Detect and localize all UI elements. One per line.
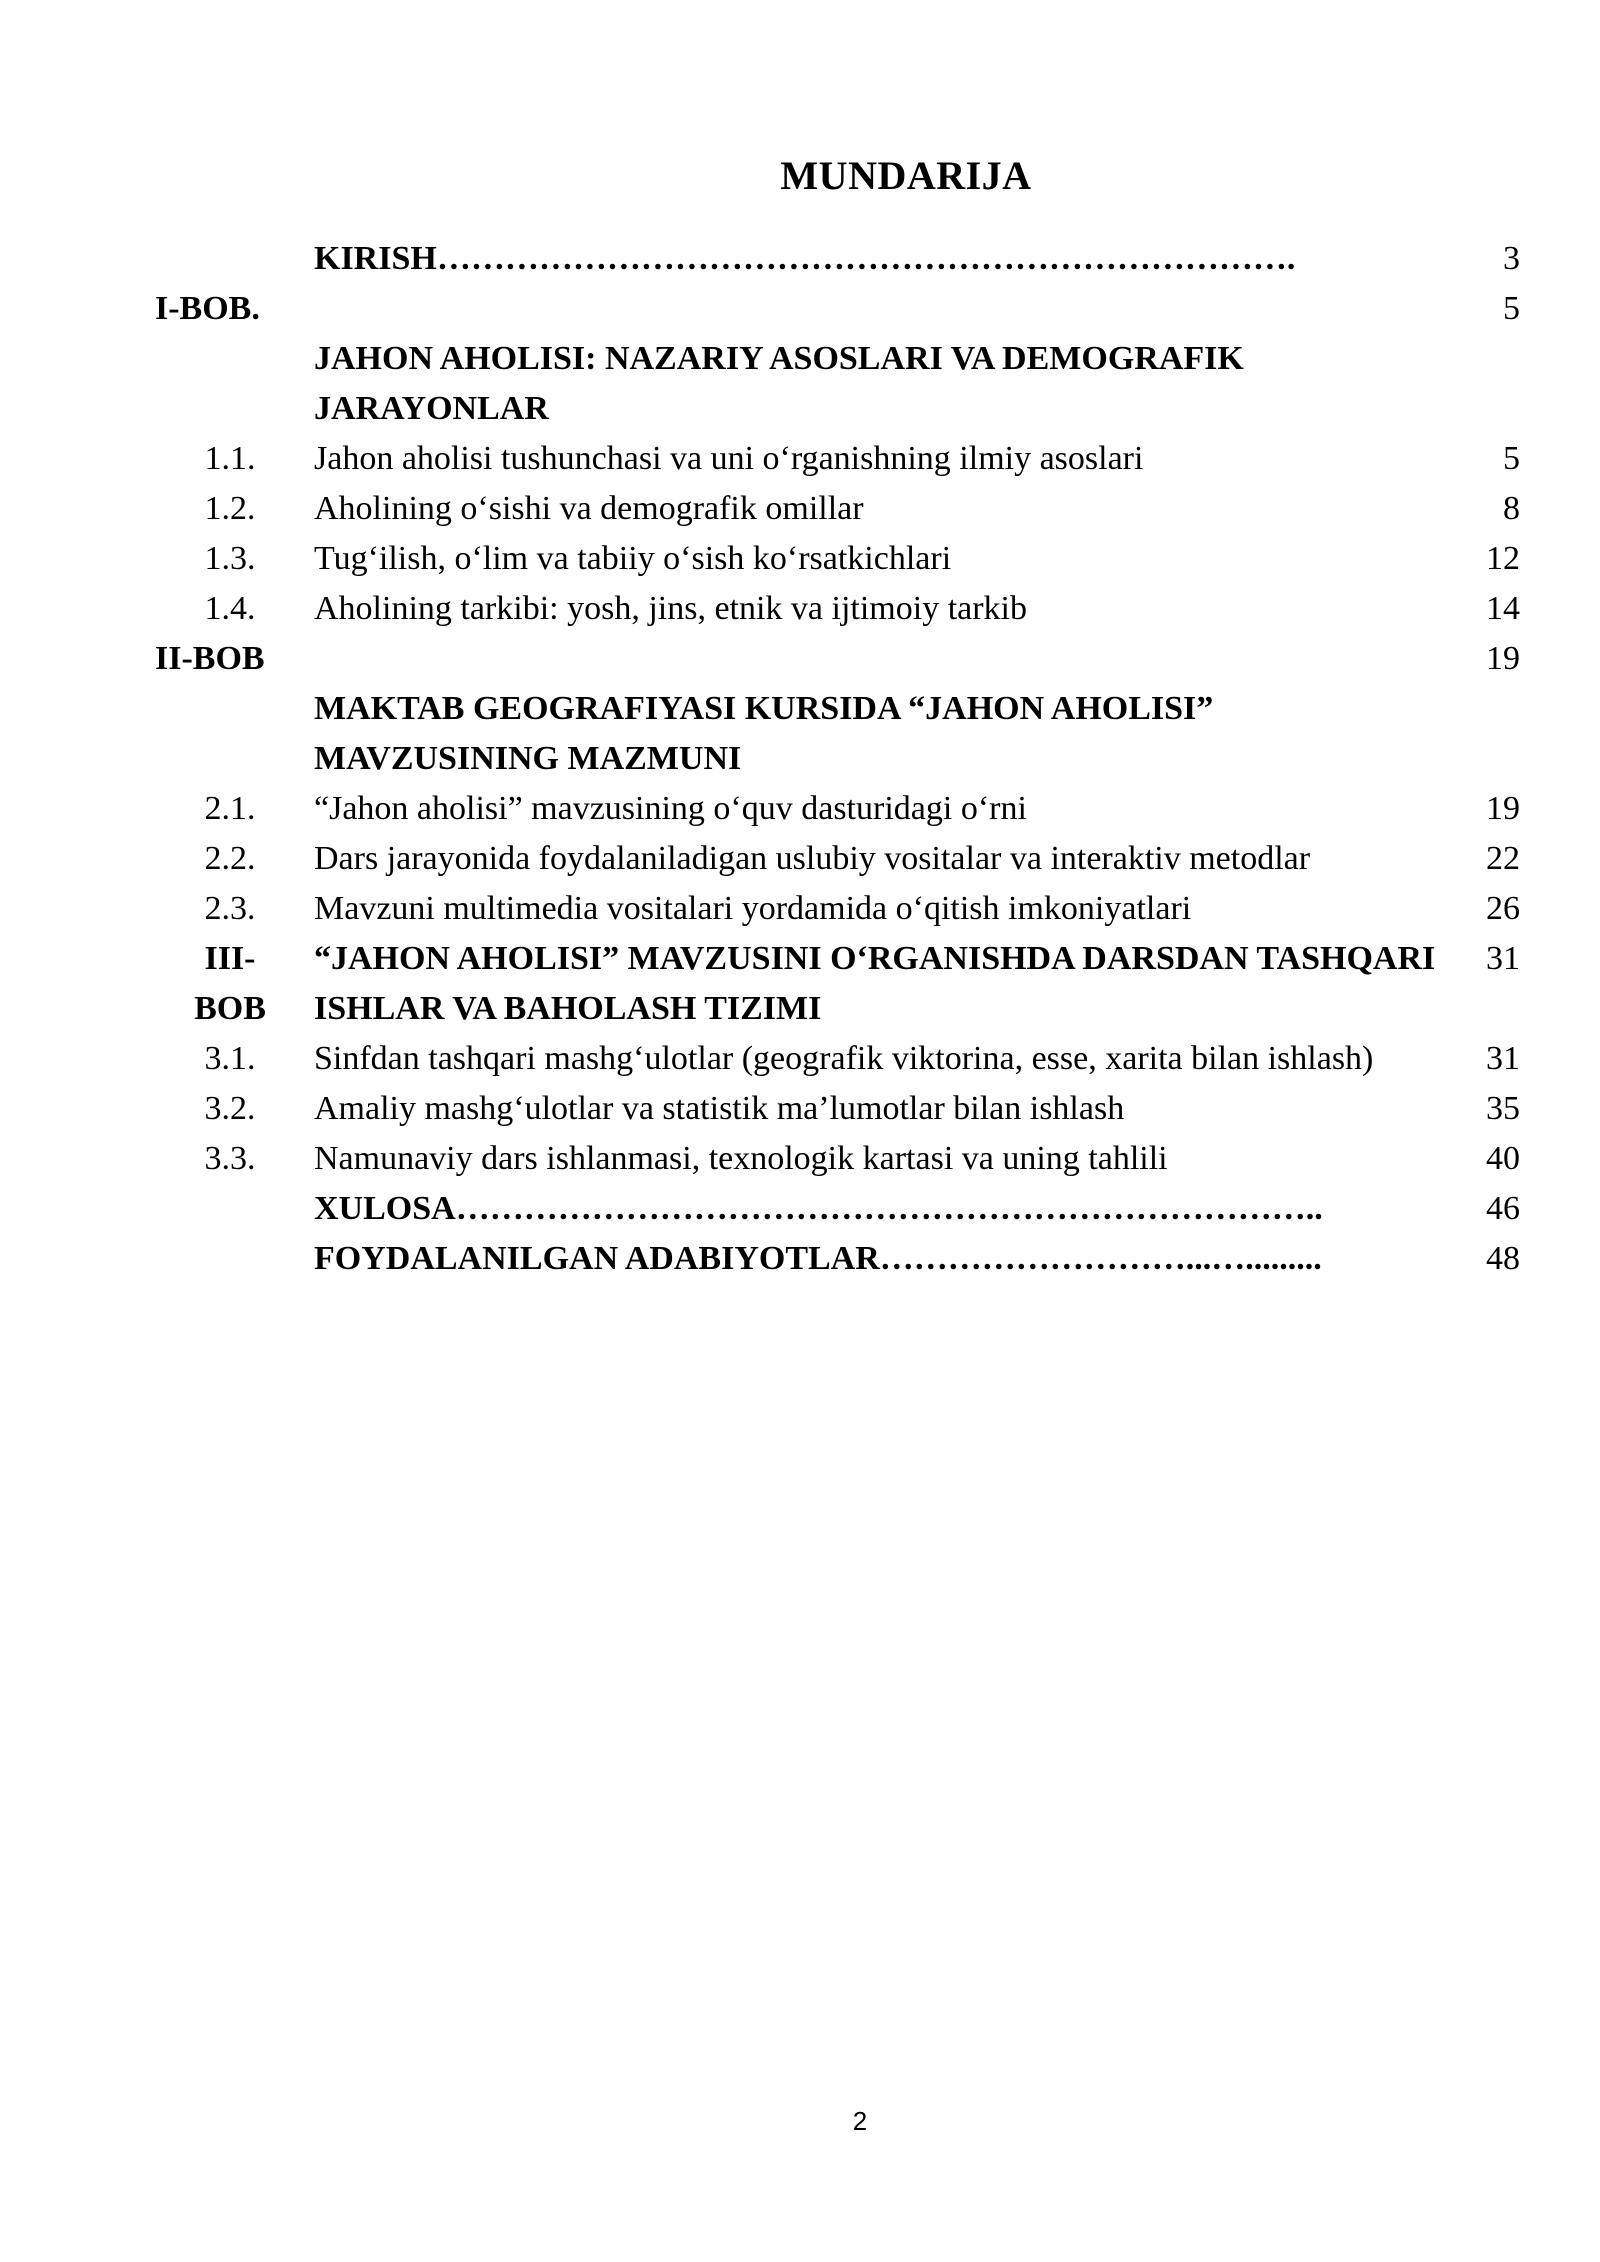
toc-entry[interactable] [150, 1084, 1520, 1134]
section-title: Mavzuni multimedia vositalari yordamida o‘qitish imkoniyatlari [314, 890, 1192, 927]
toc-entry-page: 8 [1503, 490, 1520, 527]
toc-entry[interactable] [150, 1134, 1520, 1184]
toc-entry-intro[interactable] [150, 234, 1520, 284]
toc-entry-title: FOYDALANILGAN ADABIYOTLAR………………………...…......... [314, 1240, 1322, 1277]
toc-entry[interactable] [150, 784, 1520, 834]
toc-entry-page: 3 [1503, 240, 1520, 277]
table-of-contents [150, 234, 1520, 1284]
toc-chapter-1-label[interactable] [150, 284, 1520, 334]
page-title: MUNDARIJA [780, 153, 1032, 198]
section-number: 1.3. [204, 540, 256, 577]
section-title: Namunaviy dars ishlanmasi, texnologik kartasi va uning tahlili [314, 1140, 1168, 1177]
section-title: Amaliy mashg‘ulotlar va statistik ma’lumotlar bilan ishlash [314, 1090, 1125, 1127]
toc-entry-title: KIRISH…………………………………………………………………. [314, 240, 1296, 277]
section-number: 3.1. [204, 1040, 256, 1077]
toc-entry[interactable] [150, 434, 1520, 484]
toc-entry-title: XULOSA………………………………………………………………….. [314, 1190, 1323, 1227]
section-number: 1.2. [204, 490, 256, 527]
toc-entry-page: 19 [1486, 640, 1520, 677]
toc-entry[interactable] [150, 534, 1520, 584]
section-number: 2.3. [204, 890, 256, 927]
chapter-title: JAHON AHOLISI: NAZARIY ASOSLARI VA DEMOGRAFIK JARAYONLAR [314, 340, 1244, 427]
chapter-title: “JAHON AHOLISI” MAVZUSINI O‘RGANISHDA DARSDAN TASHQARI ISHLAR VA BAHOLASH TIZIMI [314, 940, 1436, 1027]
toc-chapter-3[interactable] [150, 934, 1520, 1034]
toc-entry-page: 5 [1503, 290, 1520, 327]
toc-entry-page: 35 [1486, 1090, 1520, 1127]
toc-chapter-1-title[interactable] [150, 334, 1520, 434]
toc-entry-page: 14 [1486, 590, 1520, 627]
toc-entry-page: 31 [1486, 940, 1520, 977]
toc-entry[interactable] [150, 834, 1520, 884]
toc-entry[interactable] [150, 484, 1520, 534]
section-number: 1.1. [204, 440, 256, 477]
chapter-label: II-BOB [155, 640, 265, 677]
toc-entry-page: 40 [1486, 1140, 1520, 1177]
section-title: Aholining o‘sishi va demografik omillar [314, 490, 864, 527]
section-title: “Jahon aholisi” mavzusining o‘quv dasturidagi o‘rni [314, 790, 1027, 827]
toc-entry-page: 26 [1486, 890, 1520, 927]
section-number: 2.2. [204, 840, 256, 877]
section-number: 3.2. [204, 1090, 256, 1127]
section-number: 3.3. [204, 1140, 256, 1177]
section-title: Tug‘ilish, o‘lim va tabiiy o‘sish ko‘rsatkichlari [314, 540, 952, 577]
toc-entry-page: 31 [1486, 1040, 1520, 1077]
chapter-label: I-BOB. [155, 290, 260, 327]
section-title: Sinfdan tashqari mashg‘ulotlar (geografik viktorina, esse, xarita bilan ishlash) [314, 1040, 1374, 1077]
toc-entry[interactable] [150, 584, 1520, 634]
toc-entry-page: 19 [1486, 790, 1520, 827]
toc-entry-page: 12 [1486, 540, 1520, 577]
toc-chapter-2-label[interactable] [150, 634, 1520, 684]
toc-entry-page: 48 [1486, 1240, 1520, 1277]
section-title: Jahon aholisi tushunchasi va uni o‘rganishning ilmiy asoslari [314, 440, 1144, 477]
chapter-title: MAKTAB GEOGRAFIYASI KURSIDA “JAHON AHOLISI” MAVZUSINING MAZMUNI [314, 690, 1214, 777]
toc-entry-page: 46 [1486, 1190, 1520, 1227]
section-title: Aholining tarkibi: yosh, jins, etnik va ijtimoiy tarkib [314, 590, 1028, 627]
chapter-label-line-1: III- [204, 940, 256, 977]
toc-entry[interactable] [150, 884, 1520, 934]
toc-entry[interactable] [150, 1034, 1520, 1084]
section-number: 2.1. [204, 790, 256, 827]
toc-chapter-2-title[interactable] [150, 684, 1520, 784]
toc-entry-page: 22 [1486, 840, 1520, 877]
toc-entry-conclusion[interactable] [150, 1184, 1520, 1234]
section-title: Dars jarayonida foydalaniladigan uslubiy vositalar va interaktiv metodlar [314, 840, 1311, 877]
page-number: 2 [852, 2106, 868, 2136]
chapter-label [150, 934, 310, 1034]
section-number: 1.4. [204, 590, 256, 627]
toc-entry-references[interactable] [150, 1234, 1520, 1284]
toc-entry-page: 5 [1503, 440, 1520, 477]
chapter-label-line-2: BOB [194, 990, 266, 1027]
